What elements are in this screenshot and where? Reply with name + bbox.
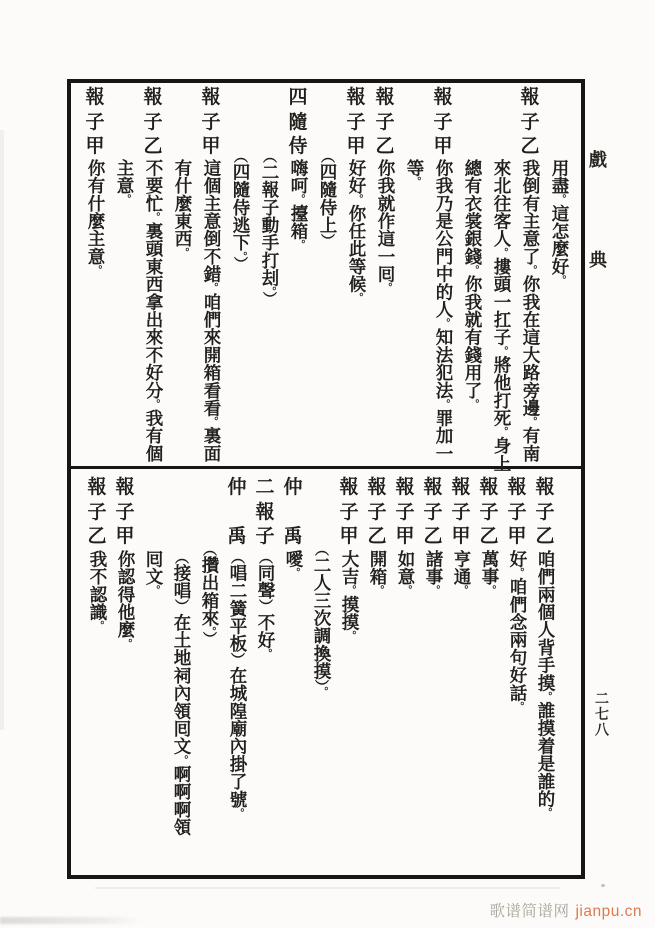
stage-direction-column xyxy=(311,472,331,872)
dialogue-column xyxy=(115,472,135,872)
speaker-label-char: 甲 xyxy=(339,525,359,547)
dialogue-text: 我倒有主意了。你我在這大路旁邊。有南 xyxy=(520,159,540,463)
speaker-label-char: 子 xyxy=(85,110,105,133)
dialogue-text: 噯。 xyxy=(283,550,303,578)
stage-direction-column xyxy=(259,83,279,466)
book-title-char-bottom: 典 xyxy=(589,250,607,271)
speaker-label xyxy=(423,478,443,546)
speaker-label-char: 甲 xyxy=(395,525,415,547)
dialogue-text: 這個主意倒不錯。咱們來開箱看看。裏面 xyxy=(201,159,221,463)
speaker-label-char: 甲 xyxy=(346,135,366,157)
top-script-panel xyxy=(71,83,581,473)
dialogue-column xyxy=(288,83,308,466)
speaker-label-char: 甲 xyxy=(85,135,105,157)
dialogue-text: 總有衣裳銀錢。你我就有錢用了。 xyxy=(462,159,482,410)
speaker-label-char: 報 xyxy=(395,476,415,498)
speaker-label xyxy=(507,478,527,546)
dialogue-text: 好好。你任此等候。 xyxy=(346,159,366,303)
speaker-label-char: 子 xyxy=(87,500,107,523)
dialogue-column xyxy=(85,83,105,466)
dialogue-column xyxy=(283,472,303,872)
scan-artifact-faint-line xyxy=(95,887,560,889)
speaker-label-char: 報 xyxy=(520,86,540,108)
speaker-label xyxy=(395,478,415,546)
stage-direction-column xyxy=(199,472,219,872)
speaker-label-char: 報 xyxy=(346,86,366,108)
watermark-url: jianpu.cn xyxy=(575,903,642,920)
dialogue-text: 有什麼東西。 xyxy=(172,159,192,258)
speaker-label-char: 乙 xyxy=(367,525,387,547)
speaker-label-char: 子 xyxy=(201,110,221,133)
speaker-label xyxy=(346,88,366,156)
speaker-label xyxy=(85,88,105,156)
speaker-label-char: 甲 xyxy=(507,525,527,547)
dialogue-column xyxy=(423,472,443,872)
speaker-label-char: 仲 xyxy=(227,476,247,498)
speaker-label-char: 乙 xyxy=(375,135,395,157)
dialogue-text: 等。 xyxy=(404,159,424,187)
stage-direction-text: （二人三次調換摸）。 xyxy=(311,542,331,697)
speaker-label-char: 報 xyxy=(479,476,499,498)
dialogue-column xyxy=(201,83,221,466)
speaker-label-char: 報 xyxy=(375,86,395,108)
dialogue-text: 好。咱們念兩句好話。 xyxy=(507,550,527,712)
speaker-label-char: 報 xyxy=(143,86,163,108)
dialogue-text: （唱二簧平板）在城隍廟內掛了號。 xyxy=(227,550,247,819)
dialogue-column xyxy=(114,83,134,466)
dialogue-column xyxy=(255,472,275,872)
dialogue-text: （同聲）不好。 xyxy=(255,550,275,659)
dialogue-column xyxy=(339,472,359,872)
dialogue-column xyxy=(87,472,107,872)
dialogue-column xyxy=(171,472,191,872)
dialogue-column xyxy=(507,472,527,872)
dialogue-text: 主意。 xyxy=(114,159,134,205)
stage-direction-column xyxy=(230,83,250,466)
dialogue-text: 如意。 xyxy=(395,550,415,596)
scan-artifact-dot xyxy=(601,884,605,887)
dialogue-text: 萬事。 xyxy=(479,550,499,596)
dialogue-text: 我不認識。 xyxy=(87,550,107,631)
speaker-label-char: 乙 xyxy=(423,525,443,547)
stage-direction-column xyxy=(317,83,337,466)
speaker-label-char: 甲 xyxy=(433,135,453,157)
page-number: 二七八 xyxy=(593,691,609,738)
book-title-char-top: 戲 xyxy=(589,150,607,171)
speaker-label-char: 報 xyxy=(85,86,105,108)
dialogue-column xyxy=(433,83,453,466)
speaker-label xyxy=(255,478,275,546)
watermark xyxy=(489,899,642,921)
speaker-label xyxy=(479,478,499,546)
speaker-label xyxy=(283,478,303,546)
speaker-label-char: 報 xyxy=(255,500,275,523)
speaker-label-char: 四 xyxy=(288,86,308,108)
speaker-label-char: 甲 xyxy=(201,135,221,157)
speaker-label-char: 禹 xyxy=(283,525,303,547)
bottom-script-panel xyxy=(71,472,581,872)
speaker-label-char: 二 xyxy=(255,476,275,498)
speaker-label-char: 子 xyxy=(143,110,163,133)
speaker-label-char: 子 xyxy=(535,500,555,523)
dialogue-text: 嗨呵。擡箱。 xyxy=(288,159,308,250)
speaker-label-char: 子 xyxy=(507,500,527,523)
speaker-label-char: 乙 xyxy=(520,135,540,157)
dialogue-text: （接唱）在土地祠內領囘文。啊啊啊領 xyxy=(171,550,191,836)
speaker-label-char: 報 xyxy=(433,86,453,108)
speaker-label xyxy=(451,478,471,546)
speaker-label xyxy=(87,478,107,546)
speaker-label-char: 子 xyxy=(423,500,443,523)
dialogue-column xyxy=(491,83,511,473)
speaker-label-char: 子 xyxy=(346,110,366,133)
stage-direction-text: （四隨侍逃下。） xyxy=(230,149,250,271)
speaker-label-char: 乙 xyxy=(143,135,163,157)
speaker-label xyxy=(115,478,135,546)
speaker-label-char: 報 xyxy=(451,476,471,498)
speaker-label-char: 報 xyxy=(507,476,527,498)
speaker-label xyxy=(201,88,221,156)
dialogue-column xyxy=(143,83,163,466)
speaker-label-char: 報 xyxy=(87,476,107,498)
speaker-label-char: 子 xyxy=(395,500,415,523)
speaker-label-char: 報 xyxy=(339,476,359,498)
speaker-label-char: 乙 xyxy=(87,525,107,547)
speaker-label xyxy=(520,88,540,156)
speaker-label xyxy=(535,478,555,546)
speaker-label-char: 報 xyxy=(367,476,387,498)
speaker-label-char: 子 xyxy=(375,110,395,133)
dialogue-text: 你我乃是公門中的人。知法犯法。罪加一 xyxy=(433,159,453,463)
speaker-label-char: 子 xyxy=(451,500,471,523)
dialogue-column xyxy=(462,83,482,466)
speaker-label xyxy=(367,478,387,546)
dialogue-text: 你我就作這一囘。 xyxy=(375,159,395,293)
speaker-label-char: 報 xyxy=(115,476,135,498)
speaker-label xyxy=(227,478,247,546)
speaker-label xyxy=(143,88,163,156)
speaker-label-char: 仲 xyxy=(283,476,303,498)
dialogue-column xyxy=(404,83,424,466)
dialogue-column xyxy=(535,472,555,872)
speaker-label-char: 報 xyxy=(535,476,555,498)
speaker-label-char: 禹 xyxy=(227,525,247,547)
dialogue-column xyxy=(451,472,471,872)
dialogue-column xyxy=(143,472,163,872)
dialogue-text: 亨通。 xyxy=(451,550,471,596)
scan-artifact-bottom-edge xyxy=(0,917,142,924)
speaker-label-char: 子 xyxy=(520,110,540,133)
dialogue-column xyxy=(479,472,499,872)
dialogue-text: 咱們兩個人背手摸。誰摸着是誰的。 xyxy=(535,550,555,818)
speaker-label xyxy=(288,88,308,156)
speaker-label-char: 子 xyxy=(479,500,499,523)
speaker-label-char: 隨 xyxy=(288,110,308,133)
dialogue-column xyxy=(227,472,247,872)
stage-direction-text: （二報子動手打刦。） xyxy=(259,149,279,306)
speaker-label-char: 報 xyxy=(201,86,221,108)
speaker-label-char: 子 xyxy=(367,500,387,523)
watermark-site: 歌谱简谱网 xyxy=(489,903,570,920)
dialogue-text: 不要忙。裏頭東西拿出來不好分。我有個 xyxy=(143,159,163,463)
speaker-label-char: 乙 xyxy=(479,525,499,547)
scan-artifact-left-edge xyxy=(0,130,4,730)
speaker-label xyxy=(433,88,453,156)
speaker-label-char: 子 xyxy=(339,500,359,523)
speaker-label-char: 子 xyxy=(255,525,275,547)
speaker-label xyxy=(339,478,359,546)
speaker-label-char: 甲 xyxy=(451,525,471,547)
stage-direction-text: （四隨侍上） xyxy=(317,149,337,248)
dialogue-column xyxy=(367,472,387,872)
dialogue-text: 你認得他麼。 xyxy=(115,550,135,649)
dialogue-column xyxy=(346,83,366,466)
dialogue-text: 開箱。 xyxy=(367,550,387,596)
dialogue-column xyxy=(375,83,395,466)
speaker-label-char: 子 xyxy=(433,110,453,133)
speaker-label-char: 子 xyxy=(115,500,135,523)
dialogue-text: 大吉。摸摸。 xyxy=(339,550,359,641)
dialogue-text: 諸事。 xyxy=(423,550,443,596)
dialogue-text: 囘文。 xyxy=(143,550,163,596)
dialogue-column xyxy=(172,83,192,466)
dialogue-text: 你有什麼主意。 xyxy=(85,159,105,276)
speaker-label-char: 侍 xyxy=(288,135,308,157)
speaker-label-char: 報 xyxy=(423,476,443,498)
dialogue-column xyxy=(395,472,415,872)
speaker-label-char: 乙 xyxy=(535,525,555,547)
dialogue-text: 來北往客人。摟頭一扛子。將他打死。身上 xyxy=(491,159,511,473)
stage-direction-text: （攢出箱來。） xyxy=(199,542,219,646)
dialogue-text: 用盡。這怎麼好。 xyxy=(549,159,569,286)
dialogue-column xyxy=(549,83,569,466)
speaker-label-char: 甲 xyxy=(115,525,135,547)
speaker-label xyxy=(375,88,395,156)
dialogue-column xyxy=(520,83,540,466)
